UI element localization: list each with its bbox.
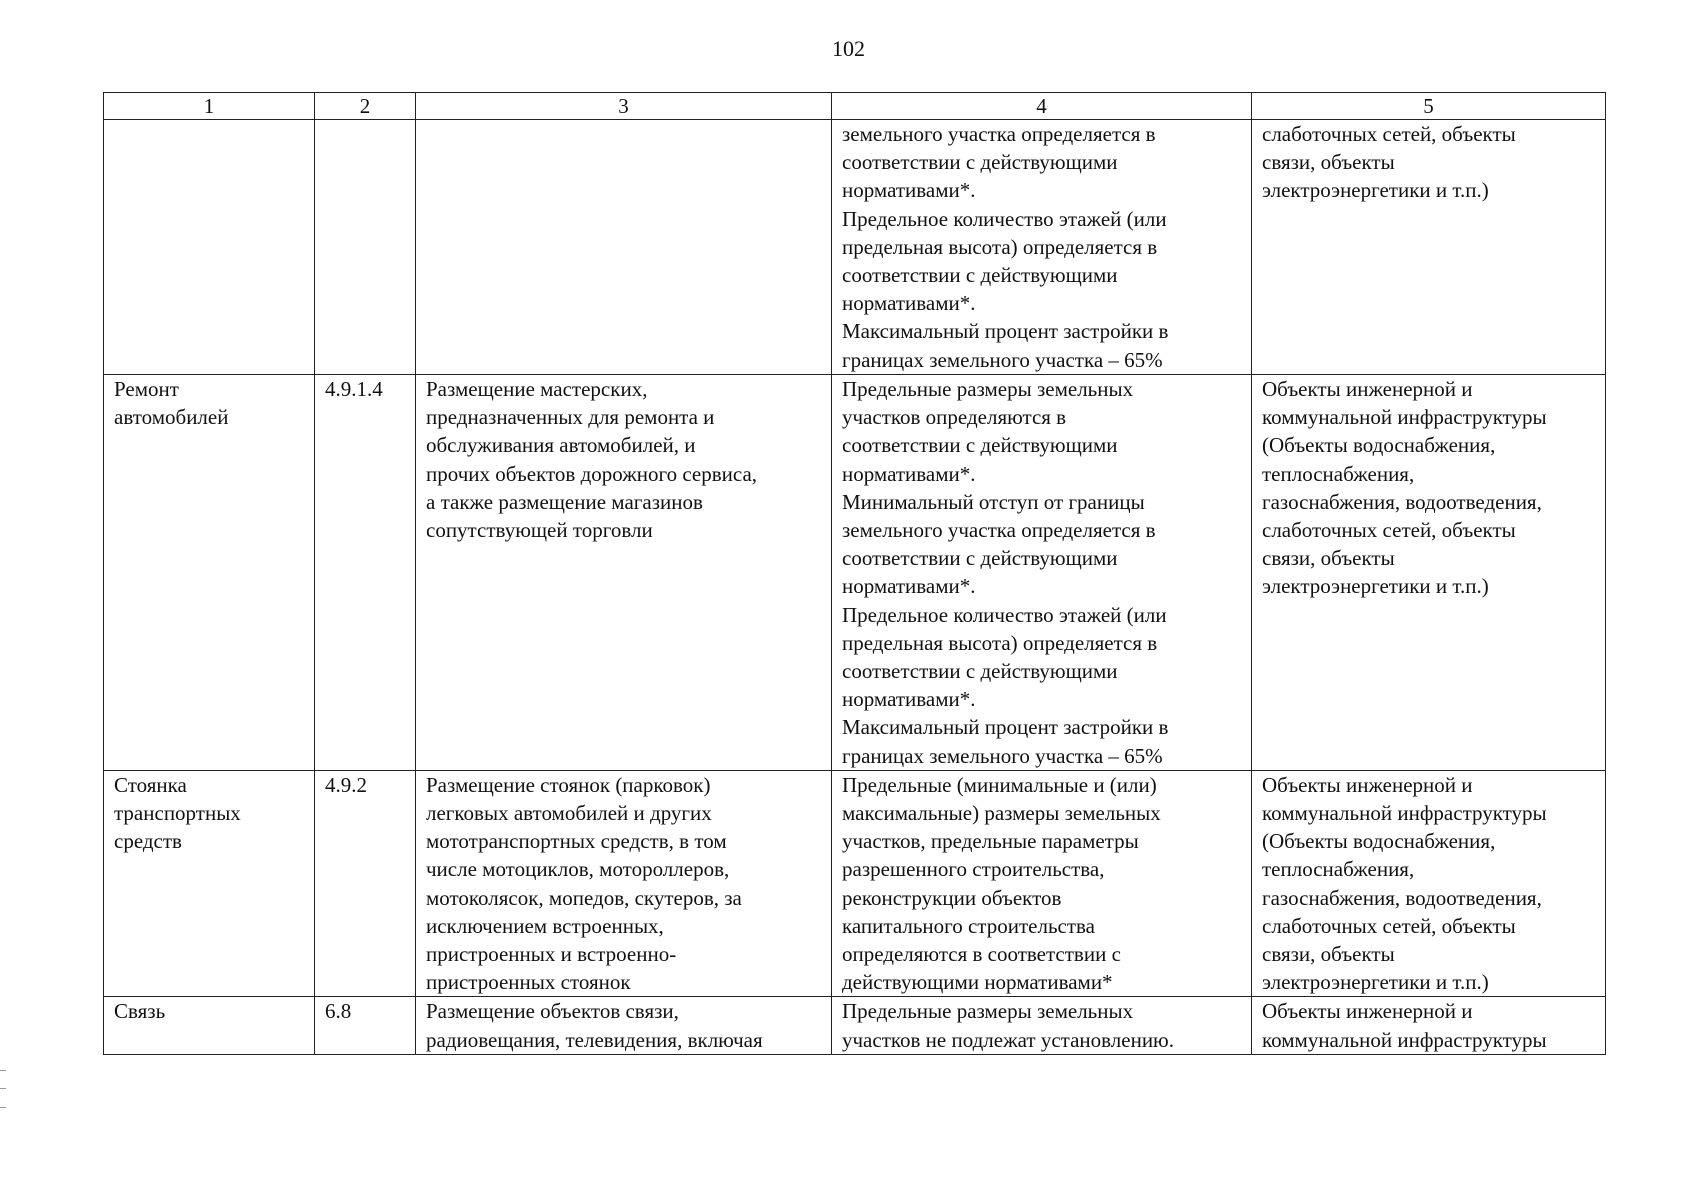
scan-edge-mark — [0, 1070, 6, 1108]
use-type-name: Стоянка транспортных средств — [104, 770, 315, 997]
column-header-1: 1 — [104, 93, 315, 120]
use-type-description: Размещение объектов связи, радиовещания, телевидения, включая — [416, 997, 832, 1054]
use-type-code — [315, 120, 416, 375]
use-type-code: 4.9.2 — [315, 770, 416, 997]
column-header-2: 2 — [315, 93, 416, 120]
table-row-continuation — [104, 120, 1606, 375]
auxiliary-objects: слаботочных сетей, объекты связи, объекты электроэнергетики и т.п.) — [1252, 120, 1606, 375]
use-type-name: Связь — [104, 997, 315, 1054]
use-type-code: 6.8 — [315, 997, 416, 1054]
use-type-description: Размещение мастерских, предназначенных для ремонта и обслуживания автомобилей, и прочих объектов дорожного сервиса, а также размещение магазинов сопутствующей торговли — [416, 375, 832, 771]
use-type-description: Размещение стоянок (парковок) легковых автомобилей и других мототранспортных средств, в том числе мотоциклов, мотороллеров, мотоколясок, мопедов, скутеров, за исключением встроенных, пристроенных и встроенно- пристроенных стоянок — [416, 770, 832, 997]
column-header-4: 4 — [832, 93, 1252, 120]
use-type-name — [104, 120, 315, 375]
limit-parameters: Предельные (минимальные и (или) максимальные) размеры земельных участков, предельные параметры разрешенного строительства, реконструкции объектов капитального строительства определяются в соответствии с действующими нормативами* — [832, 770, 1252, 997]
table-row-car-repair — [104, 375, 1606, 771]
column-header-5: 5 — [1252, 93, 1606, 120]
auxiliary-objects: Объекты инженерной и коммунальной инфраструктуры (Объекты водоснабжения, теплоснабжения, газоснабжения, водоотведения, слаботочных сетей, объекты связи, объекты электроэнергетики и т.п.) — [1252, 375, 1606, 771]
land-use-table — [103, 92, 1606, 1055]
column-number-header-row — [104, 93, 1606, 120]
page-number: 102 — [832, 36, 865, 61]
auxiliary-objects: Объекты инженерной и коммунальной инфраструктуры (Объекты водоснабжения, теплоснабжения, газоснабжения, водоотведения, слаботочных сетей, объекты связи, объекты электроэнергетики и т.п.) — [1252, 770, 1606, 997]
table-row-vehicle-parking — [104, 770, 1606, 997]
limit-parameters: Предельные размеры земельных участков не подлежат установлению. — [832, 997, 1252, 1054]
column-header-3: 3 — [416, 93, 832, 120]
use-type-code: 4.9.1.4 — [315, 375, 416, 771]
use-type-description — [416, 120, 832, 375]
table-row-communications — [104, 997, 1606, 1054]
limit-parameters: Предельные размеры земельных участков определяются в соответствии с действующими нормативами*. Минимальный отступ от границы земельного участка определяется в соответствии с действующими нормативами*. Предельное количество этажей (или предельная высота) определяется в соответствии с действующими нормативами*. Максимальный процент застройки в границах земельного участка – 65% — [832, 375, 1252, 771]
limit-parameters: земельного участка определяется в соответствии с действующими нормативами*. Предельное количество этажей (или предельная высота) определяется в соответствии с действующими нормативами*. Максимальный процент застройки в границах земельного участка – 65% — [832, 120, 1252, 375]
use-type-name: Ремонт автомобилей — [104, 375, 315, 771]
auxiliary-objects: Объекты инженерной и коммунальной инфраструктуры — [1252, 997, 1606, 1054]
